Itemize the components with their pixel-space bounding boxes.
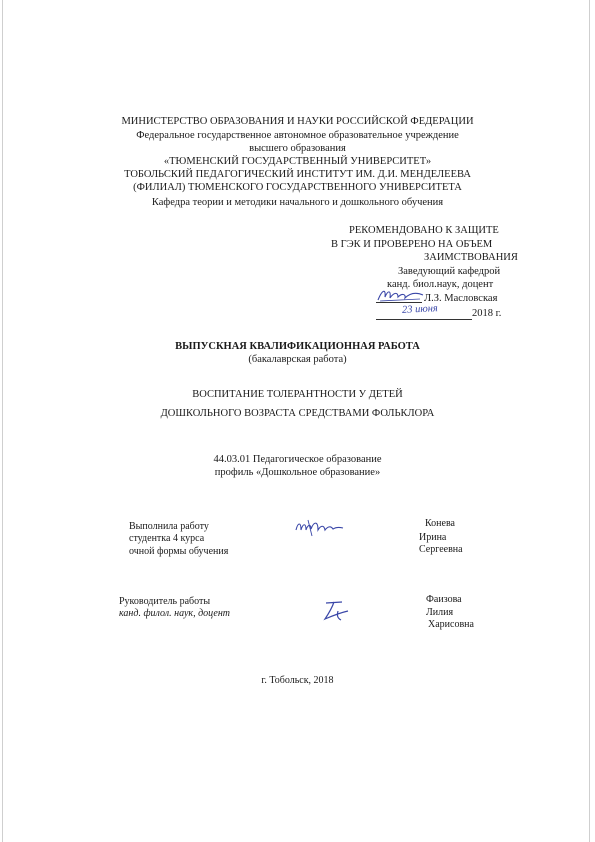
handwritten-date: 23 июня (401, 303, 439, 316)
education-level-line: высшего образования (249, 143, 346, 154)
approval-line-1: РЕКОМЕНДОВАНО К ЗАЩИТЕ (349, 225, 499, 236)
thesis-title-line-2: ДОШКОЛЬНОГО ВОЗРАСТА СРЕДСТВАМИ ФОЛЬКЛОРА (160, 408, 435, 419)
author-label-2: студентка 4 курса (129, 533, 205, 544)
specialty-code: 44.03.01 Педагогическое образование (213, 454, 382, 465)
specialty-profile: профиль «Дошкольное образование» (214, 467, 381, 478)
work-subtype: (бакалаврская работа) (248, 354, 347, 365)
date-underline (376, 319, 472, 320)
thesis-title-line-1: ВОСПИТАНИЕ ТОЛЕРАНТНОСТИ У ДЕТЕЙ (192, 389, 403, 400)
institution-type-line: Федеральное государственное автономное образовательное учреждение (136, 130, 459, 141)
head-name: Л.З. Масловская (424, 293, 498, 304)
author-surname: Конева (425, 518, 455, 529)
author-signature (294, 518, 346, 538)
author-name: Ирина (419, 532, 447, 543)
approval-line-3: ЗАИМСТВОВАНИЯ (424, 252, 518, 263)
head-signature-line (376, 302, 422, 303)
ministry-line: МИНИСТЕРСТВО ОБРАЗОВАНИЯ И НАУКИ РОССИЙСКОЙ ФЕДЕРАЦИИ (121, 116, 474, 127)
author-patronymic: Сергеевна (419, 544, 463, 555)
work-type: ВЫПУСКНАЯ КВАЛИФИКАЦИОННАЯ РАБОТА (175, 341, 420, 352)
supervisor-surname: Фаизова (426, 594, 462, 605)
university-name: «ТЮМЕНСКИЙ ГОСУДАРСТВЕННЫЙ УНИВЕРСИТЕТ» (163, 156, 432, 167)
supervisor-degree: канд. филол. наук, доцент (119, 608, 231, 619)
supervisor-label-1: Руководитель работы (119, 596, 211, 607)
author-label-3: очной формы обучения (129, 546, 229, 557)
supervisor-patronymic: Харисовна (428, 619, 474, 630)
supervisor-name: Лилия (426, 607, 454, 618)
approval-line-2: В ГЭК И ПРОВЕРЕНО НА ОБЪЕМ (331, 239, 493, 250)
approval-year: 2018 г. (472, 308, 502, 319)
author-label-1: Выполнила работу (129, 521, 209, 532)
head-degree: канд. биол.наук, доцент (387, 279, 494, 290)
branch-name: (ФИЛИАЛ) ТЮМЕНСКОГО ГОСУДАРСТВЕННОГО УНИВЕРСИТЕТА (133, 182, 462, 193)
head-position: Заведующий кафедрой (398, 266, 501, 277)
supervisor-signature (320, 599, 354, 623)
city-year: г. Тобольск, 2018 (261, 675, 334, 686)
institute-name: ТОБОЛЬСКИЙ ПЕДАГОГИЧЕСКИЙ ИНСТИТУТ ИМ. Д.И. МЕНДЕЛЕЕВА (124, 169, 471, 180)
department-name: Кафедра теории и методики начального и дошкольного обучения (151, 197, 444, 208)
